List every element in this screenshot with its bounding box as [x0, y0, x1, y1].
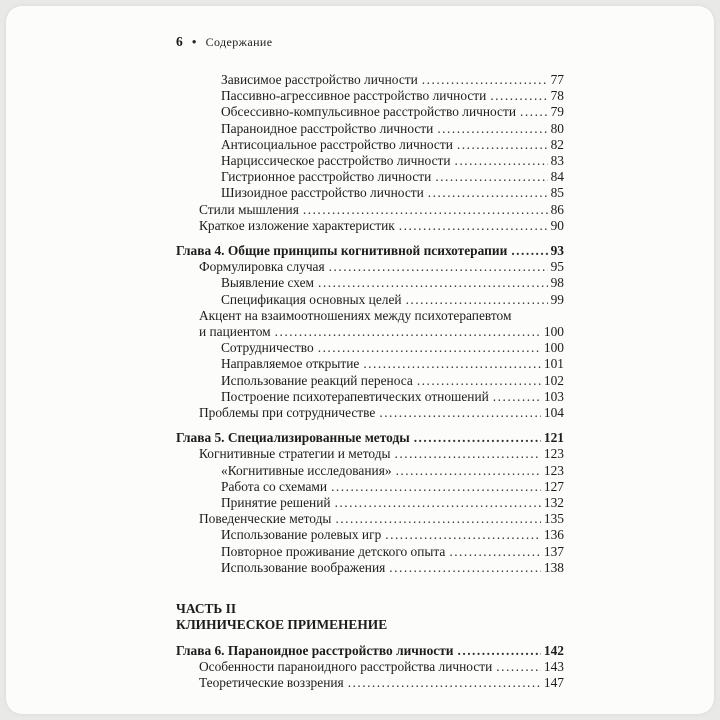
toc-entry-page: 100 — [543, 324, 564, 340]
toc-entry-page: 84 — [550, 169, 564, 185]
toc-entry-page: 100 — [543, 340, 564, 356]
toc-entry — [176, 544, 564, 560]
toc-entry-page: 99 — [550, 291, 564, 307]
toc-entry — [176, 218, 564, 234]
dot-leader — [449, 544, 541, 560]
toc-entry-label: Глава 5. Специализированные методы — [176, 430, 410, 446]
toc-entry — [176, 324, 564, 340]
toc-entry-label: Параноидное расстройство личности — [221, 120, 434, 136]
toc-entry-label: Краткое изложение характеристик — [199, 217, 395, 233]
toc-entry — [176, 356, 564, 372]
toc-entry — [176, 511, 564, 527]
toc-entry-page: 98 — [550, 275, 564, 291]
dot-leader — [496, 659, 541, 675]
toc-entry-label: Использование ролевых игр — [221, 527, 382, 543]
toc-entry-label: Принятие решений — [221, 495, 331, 511]
toc-entry-label: Когнитивные стратегии и методы — [199, 446, 391, 462]
toc-entry-page: 86 — [550, 201, 564, 217]
toc-entry-label: Использование реакций переноса — [221, 372, 413, 388]
toc-entry — [176, 88, 564, 104]
toc-entry — [176, 373, 564, 389]
page-number: 6 — [176, 34, 183, 49]
dot-leader — [493, 389, 541, 405]
toc-entry-page: 82 — [550, 136, 564, 152]
toc-entry-label: Построение психотерапевтических отношений — [221, 388, 489, 404]
toc-entry-label: Глава 4. Общие принципы когнитивной психотерапии — [176, 243, 508, 259]
toc-entry-page: 123 — [543, 462, 564, 478]
toc-entry-label: Шизоидное расстройство личности — [221, 185, 424, 201]
dot-leader — [399, 218, 548, 234]
dot-leader — [331, 479, 541, 495]
dot-leader — [490, 88, 547, 104]
dot-leader — [455, 153, 548, 169]
dot-leader — [275, 324, 541, 340]
dot-leader — [435, 169, 547, 185]
toc-entry-label: и пациентом — [199, 324, 271, 340]
toc-entry — [176, 675, 564, 691]
toc-entry-page: 121 — [543, 430, 564, 446]
dot-leader — [457, 137, 548, 153]
dot-leader — [437, 121, 547, 137]
toc-entry-page: 143 — [543, 658, 564, 674]
toc-entry-label: Сотрудничество — [221, 340, 314, 356]
dot-leader — [363, 356, 541, 372]
toc-entry-label: Обсессивно-компульсивное расстройство личности — [221, 104, 517, 120]
toc-entry — [176, 308, 564, 324]
toc-entry-page: 85 — [550, 185, 564, 201]
toc-entry-label: Использование воображения — [221, 559, 386, 575]
toc-entry-page: 142 — [543, 642, 564, 658]
toc-entry-label: Проблемы при сотрудничестве — [199, 405, 376, 421]
toc-entry-page: 83 — [550, 153, 564, 169]
dot-leader — [395, 446, 541, 462]
toc-entry-page: 123 — [543, 446, 564, 462]
dot-leader — [303, 202, 548, 218]
toc-list — [176, 72, 564, 691]
dot-leader — [396, 463, 541, 479]
part-heading-label: КЛИНИЧЕСКОЕ ПРИМЕНЕНИЕ — [176, 617, 388, 633]
toc-entry-page: 102 — [543, 372, 564, 388]
toc-entry-page: 136 — [543, 527, 564, 543]
toc-entry-label: Глава 6. Параноидное расстройство личности — [176, 642, 454, 658]
toc-entry — [176, 659, 564, 675]
dot-leader — [335, 495, 541, 511]
toc-entry — [176, 72, 564, 88]
toc-content — [176, 34, 564, 691]
toc-entry-label: Спецификация основных целей — [221, 291, 402, 307]
toc-entry-page: 78 — [550, 88, 564, 104]
toc-entry-page: 127 — [543, 478, 564, 494]
toc-entry-label: Поведенческие методы — [199, 511, 332, 527]
toc-entry — [176, 430, 564, 446]
toc-entry — [176, 121, 564, 137]
toc-entry-page: 77 — [550, 72, 564, 87]
toc-entry-label: Пассивно-агрессивное расстройство личности — [221, 88, 487, 104]
toc-entry-page: 79 — [550, 104, 564, 120]
toc-entry-label: Особенности параноидного расстройства личности — [199, 658, 493, 674]
toc-entry — [176, 495, 564, 511]
toc-entry-page: 104 — [543, 405, 564, 421]
dot-leader — [414, 430, 541, 446]
toc-entry — [176, 527, 564, 543]
part-heading — [176, 617, 564, 633]
dot-leader — [348, 675, 541, 691]
toc-entry-page: 135 — [543, 511, 564, 527]
toc-entry-label: Повторное проживание детского опыта — [221, 543, 446, 559]
part-heading — [176, 601, 564, 617]
dot-leader — [422, 72, 548, 88]
toc-entry — [176, 643, 564, 659]
toc-entry — [176, 446, 564, 462]
bullet-separator-icon: ● — [191, 37, 197, 46]
dot-leader — [379, 405, 541, 421]
toc-entry-page: 103 — [543, 388, 564, 404]
toc-entry — [176, 202, 564, 218]
running-head-title: Содержание — [205, 35, 273, 49]
toc-entry-label: «Когнитивные исследования» — [221, 462, 392, 478]
toc-entry-page: 101 — [543, 356, 564, 372]
toc-entry — [176, 560, 564, 576]
toc-entry — [176, 340, 564, 356]
dot-leader — [329, 259, 548, 275]
dot-leader — [511, 243, 547, 259]
toc-entry-label: Нарциссическое расстройство личности — [221, 153, 451, 169]
toc-entry-page: 93 — [550, 243, 564, 259]
dot-leader — [385, 527, 541, 543]
toc-entry — [176, 243, 564, 259]
part-heading-label: ЧАСТЬ II — [176, 601, 237, 617]
toc-entry-label: Формулировка случая — [199, 259, 325, 275]
book-page — [6, 6, 714, 714]
running-head — [176, 34, 564, 50]
toc-entry — [176, 153, 564, 169]
dot-leader — [417, 373, 541, 389]
toc-entry — [176, 405, 564, 421]
dot-leader — [428, 185, 548, 201]
toc-entry-page: 138 — [543, 559, 564, 575]
toc-entry — [176, 169, 564, 185]
toc-entry-label: Гистрионное расстройство личности — [221, 169, 432, 185]
toc-entry — [176, 463, 564, 479]
toc-entry-label: Акцент на взаимоотношениях между психотерапевтом — [199, 307, 512, 323]
dot-leader — [335, 511, 540, 527]
dot-leader — [389, 560, 541, 576]
toc-entry-label: Зависимое расстройство личности — [221, 72, 418, 87]
toc-entry-label: Антисоциальное расстройство личности — [221, 136, 453, 152]
toc-entry-label: Выявление схем — [221, 275, 315, 291]
toc-entry-page: 137 — [543, 543, 564, 559]
toc-entry-page: 90 — [550, 217, 564, 233]
toc-entry-page: 132 — [543, 495, 564, 511]
dot-leader — [318, 340, 541, 356]
toc-entry — [176, 104, 564, 120]
toc-entry — [176, 389, 564, 405]
toc-entry — [176, 292, 564, 308]
toc-entry — [176, 185, 564, 201]
dot-leader — [406, 292, 548, 308]
dot-leader — [318, 275, 548, 291]
toc-entry — [176, 275, 564, 291]
toc-entry-label: Направляемое открытие — [221, 356, 360, 372]
toc-entry-label: Теоретические воззрения — [199, 674, 344, 690]
toc-entry-page: 80 — [550, 120, 564, 136]
toc-entry-page: 147 — [543, 674, 564, 690]
toc-entry — [176, 479, 564, 495]
toc-entry-label: Работа со схемами — [221, 478, 328, 494]
toc-entry — [176, 259, 564, 275]
toc-entry-page: 95 — [550, 259, 564, 275]
dot-leader — [458, 643, 541, 659]
dot-leader — [520, 104, 548, 120]
toc-entry — [176, 137, 564, 153]
toc-entry-label: Стили мышления — [199, 201, 299, 217]
